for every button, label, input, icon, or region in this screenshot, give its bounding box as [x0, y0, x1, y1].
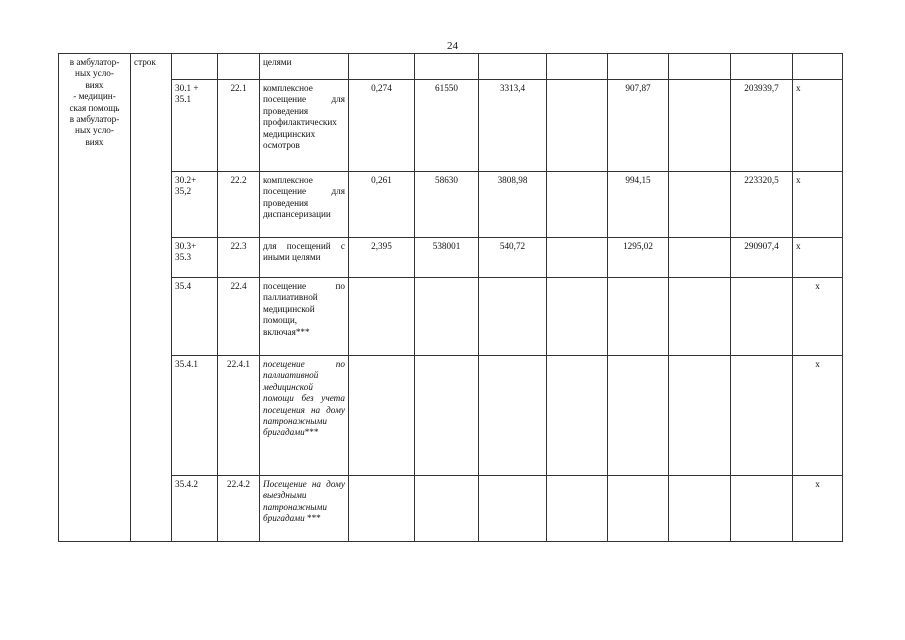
category-line: в амбулатор-: [69, 114, 120, 125]
cell-empty: [415, 54, 479, 80]
cell-empty: [793, 54, 843, 80]
line-cell: 22.4: [218, 278, 260, 356]
value-cell: 994,15: [608, 172, 669, 238]
cell-empty: [608, 54, 669, 80]
name-cell: [260, 476, 349, 542]
value-cell: [669, 356, 731, 476]
value-cell: [415, 278, 479, 356]
value-cell: [731, 476, 793, 542]
line-cell: 22.4.1: [218, 356, 260, 476]
cell-empty: [547, 54, 608, 80]
table-row: [59, 80, 843, 172]
value-cell: [731, 356, 793, 476]
line-cell: 22.3: [218, 238, 260, 278]
footnote-stars: ***: [304, 513, 321, 524]
x-mark-cell: х: [793, 80, 843, 172]
stroke-header-cell: строк: [131, 54, 172, 542]
name-text: Посещение на дому выездными патронажными бригадами: [263, 479, 345, 524]
value-cell: [547, 172, 608, 238]
value-cell: [608, 356, 669, 476]
code-cell: 30.3+ 35.3: [172, 238, 218, 278]
value-cell: [349, 356, 415, 476]
value-cell: 3808,98: [479, 172, 547, 238]
name-cell: для посещений с иными целями: [260, 238, 349, 278]
table-row: [59, 476, 843, 542]
value-cell: [479, 278, 547, 356]
category-line: виях: [85, 136, 104, 147]
value-cell: [669, 278, 731, 356]
category-line: ных усло-: [75, 68, 114, 79]
value-cell: [669, 238, 731, 278]
value-cell: 61550: [415, 80, 479, 172]
cell-empty: [172, 54, 218, 80]
line-cell: 22.2: [218, 172, 260, 238]
value-cell: 290907,4: [731, 238, 793, 278]
name-cell: комплексное посещение для проведения профилактических медицинских осмотров: [260, 80, 349, 172]
category-line: ская помощь: [69, 102, 120, 113]
cell-empty: [669, 54, 731, 80]
code-cell: 30.2+ 35,2: [172, 172, 218, 238]
table-row: [59, 238, 843, 278]
table-row-top: [59, 54, 843, 80]
value-cell: 907,87: [608, 80, 669, 172]
value-cell: [349, 278, 415, 356]
name-cell: [260, 356, 349, 476]
code-cell: 35.4.1: [172, 356, 218, 476]
code-cell: 35.4.2: [172, 476, 218, 542]
value-cell: 3313,4: [479, 80, 547, 172]
cell-empty: [479, 54, 547, 80]
line-cell: 22.4.2: [218, 476, 260, 542]
name-text: посещение по паллиативной медицинской помощи без учета посещения на дому патронажными бригадами: [263, 359, 345, 438]
value-cell: [547, 238, 608, 278]
value-cell: 1295,02: [608, 238, 669, 278]
value-cell: [479, 476, 547, 542]
value-cell: 58630: [415, 172, 479, 238]
value-cell: [349, 476, 415, 542]
value-cell: [608, 476, 669, 542]
code-cell: 30.1 + 35.1: [172, 80, 218, 172]
name-cell: посещение по паллиативной медицинской помощи, включая***: [260, 278, 349, 356]
category-cell: [59, 54, 131, 542]
value-cell: [547, 476, 608, 542]
table-row: [59, 172, 843, 238]
value-cell: [547, 278, 608, 356]
footnote-stars: ***: [304, 427, 319, 438]
value-cell: 0,261: [349, 172, 415, 238]
value-cell: [731, 278, 793, 356]
value-cell: [669, 80, 731, 172]
page-number: 24: [447, 40, 458, 52]
category-line: виях: [85, 79, 104, 90]
value-cell: [608, 278, 669, 356]
line-cell: 22.1: [218, 80, 260, 172]
tariff-table: [58, 53, 843, 542]
name-cell: целями: [260, 54, 349, 80]
value-cell: 540,72: [479, 238, 547, 278]
x-mark-cell: х: [793, 356, 843, 476]
x-mark-cell: х: [793, 278, 843, 356]
value-cell: 2,395: [349, 238, 415, 278]
value-cell: [415, 356, 479, 476]
value-cell: [547, 80, 608, 172]
name-cell: комплексное посещение для проведения диспансеризации: [260, 172, 349, 238]
value-cell: [669, 172, 731, 238]
category-line: в амбулатор-: [69, 57, 120, 67]
category-line: - медицин-: [73, 91, 116, 102]
value-cell: 0,274: [349, 80, 415, 172]
category-line: ных усло-: [75, 125, 114, 136]
code-cell: 35.4: [172, 278, 218, 356]
value-cell: [669, 476, 731, 542]
cell-empty: [731, 54, 793, 80]
value-cell: 538001: [415, 238, 479, 278]
value-cell: 223320,5: [731, 172, 793, 238]
x-mark-cell: х: [793, 238, 843, 278]
table-row: [59, 356, 843, 476]
x-mark-cell: х: [793, 476, 843, 542]
cell-empty: [349, 54, 415, 80]
value-cell: [479, 356, 547, 476]
value-cell: 203939,7: [731, 80, 793, 172]
cell-empty: [218, 54, 260, 80]
value-cell: [547, 356, 608, 476]
x-mark-cell: х: [793, 172, 843, 238]
table-row: [59, 278, 843, 356]
value-cell: [415, 476, 479, 542]
